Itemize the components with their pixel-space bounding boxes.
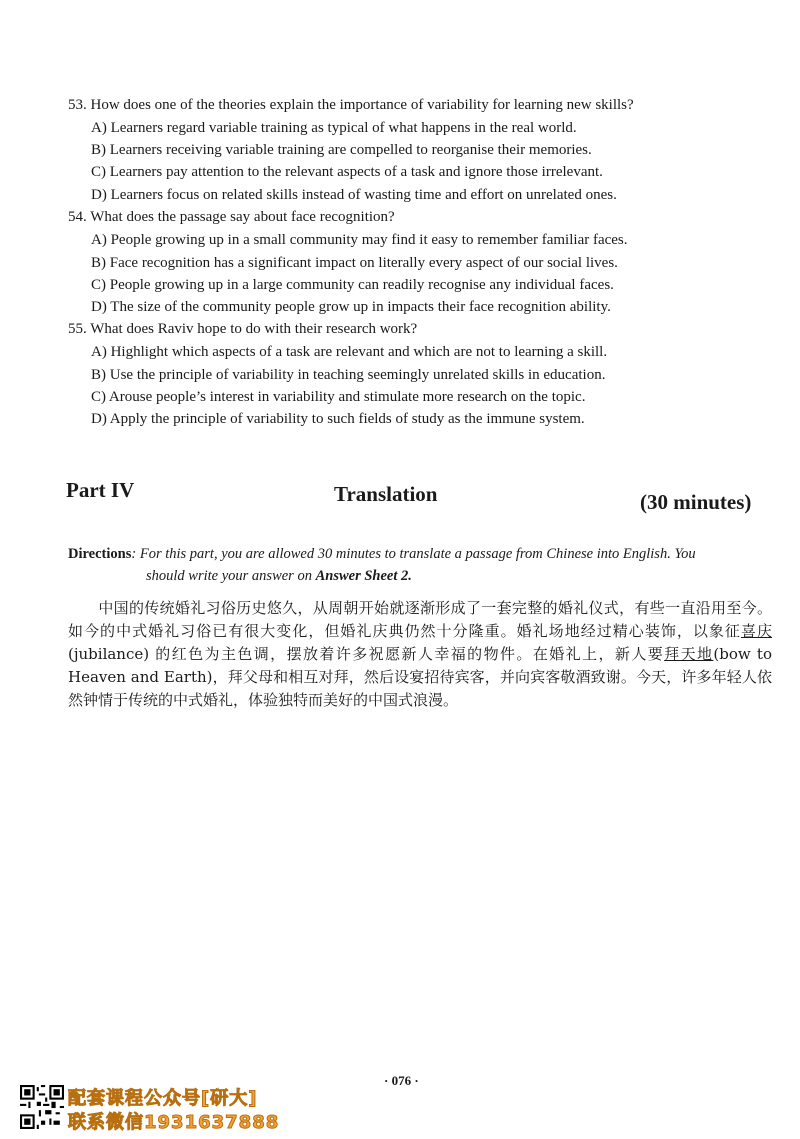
watermark-line-1: 配套课程公众号[研大]	[68, 1088, 258, 1109]
option-b: B) Face recognition has a significant impact on literally every aspect of our social lives.	[91, 255, 618, 271]
directions-period: .	[408, 568, 412, 584]
option-c: C) Arouse people’s interest in variability and stimulate more research on the topic.	[91, 389, 586, 405]
translation-passage	[68, 597, 772, 712]
option-b: B) Use the principle of variability in teaching seemingly unrelated skills in education.	[91, 367, 606, 383]
part-number: Part IV	[66, 478, 135, 502]
part-title: Translation	[334, 482, 438, 506]
option-d: D) Learners focus on related skills instead of wasting time and effort on unrelated ones.	[91, 187, 617, 203]
option-c: C) People growing up in a large community can readily recognise any individual faces.	[91, 277, 614, 293]
directions-label: Directions	[68, 546, 132, 562]
answer-sheet-ref: Answer Sheet 2	[315, 568, 409, 584]
term-jubilance: 喜庆	[740, 622, 772, 640]
page-number: · 076 ·	[384, 1073, 419, 1088]
term-bow-heaven-earth: 拜天地	[664, 645, 714, 663]
part-time: (30 minutes)	[640, 490, 752, 514]
question-stem: 54. What does the passage say about face recognition?	[68, 209, 395, 225]
watermark-line-2: 联系微信1931637888	[68, 1112, 280, 1133]
passage-part-3: (bow to Heaven and Earth)，拜父母和相互对拜，然后设宴招待宾客，并向宾客敬酒致谢。今天，许多年轻人依然钟情于传统的中式婚礼，体验独特而美好的中国式浪漫。	[68, 645, 772, 709]
directions-text-1: For this part, you are allowed 30 minutes to translate a passage from Chinese into English. You	[136, 546, 696, 562]
option-c: C) Learners pay attention to the relevant aspects of a task and ignore those irrelevant.	[91, 164, 603, 180]
directions-colon: :	[131, 546, 137, 562]
directions-line-2	[146, 565, 412, 587]
option-d: D) The size of the community people grow up in impacts their face recognition ability.	[91, 299, 611, 315]
question-stem: 53. How does one of the theories explain the importance of variability for learning new skills?	[68, 97, 634, 113]
directions	[68, 543, 768, 584]
option-a: A) Highlight which aspects of a task are relevant and which are not to learning a skill.	[91, 344, 608, 360]
passage-part-2: (jubilance) 的红色为主色调，摆放着许多祝愿新人幸福的物件。在婚礼上，新人要	[68, 645, 665, 663]
option-a: A) People growing up in a small community may find it easy to remember familiar faces.	[91, 232, 628, 248]
option-b: B) Learners receiving variable training are compelled to reorganise their memories.	[91, 142, 592, 158]
option-a: A) Learners regard variable training as typical of what happens in the real world.	[91, 120, 577, 136]
directions-text-2: should write your answer on	[146, 568, 316, 584]
question-stem: 55. What does Raviv hope to do with their research work?	[68, 321, 418, 337]
passage-part-1: 中国的传统婚礼习俗历史悠久，从周朝开始就逐渐形成了一套完整的婚礼仪式，有些一直沿用至今。如今的中式婚礼习俗已有很大变化，但婚礼庆典仍然十分隆重。婚礼场地经过精心装饰，以象征	[68, 599, 772, 640]
option-d: D) Apply the principle of variability to such fields of study as the immune system.	[91, 411, 585, 427]
qr-code-icon	[20, 1085, 64, 1129]
